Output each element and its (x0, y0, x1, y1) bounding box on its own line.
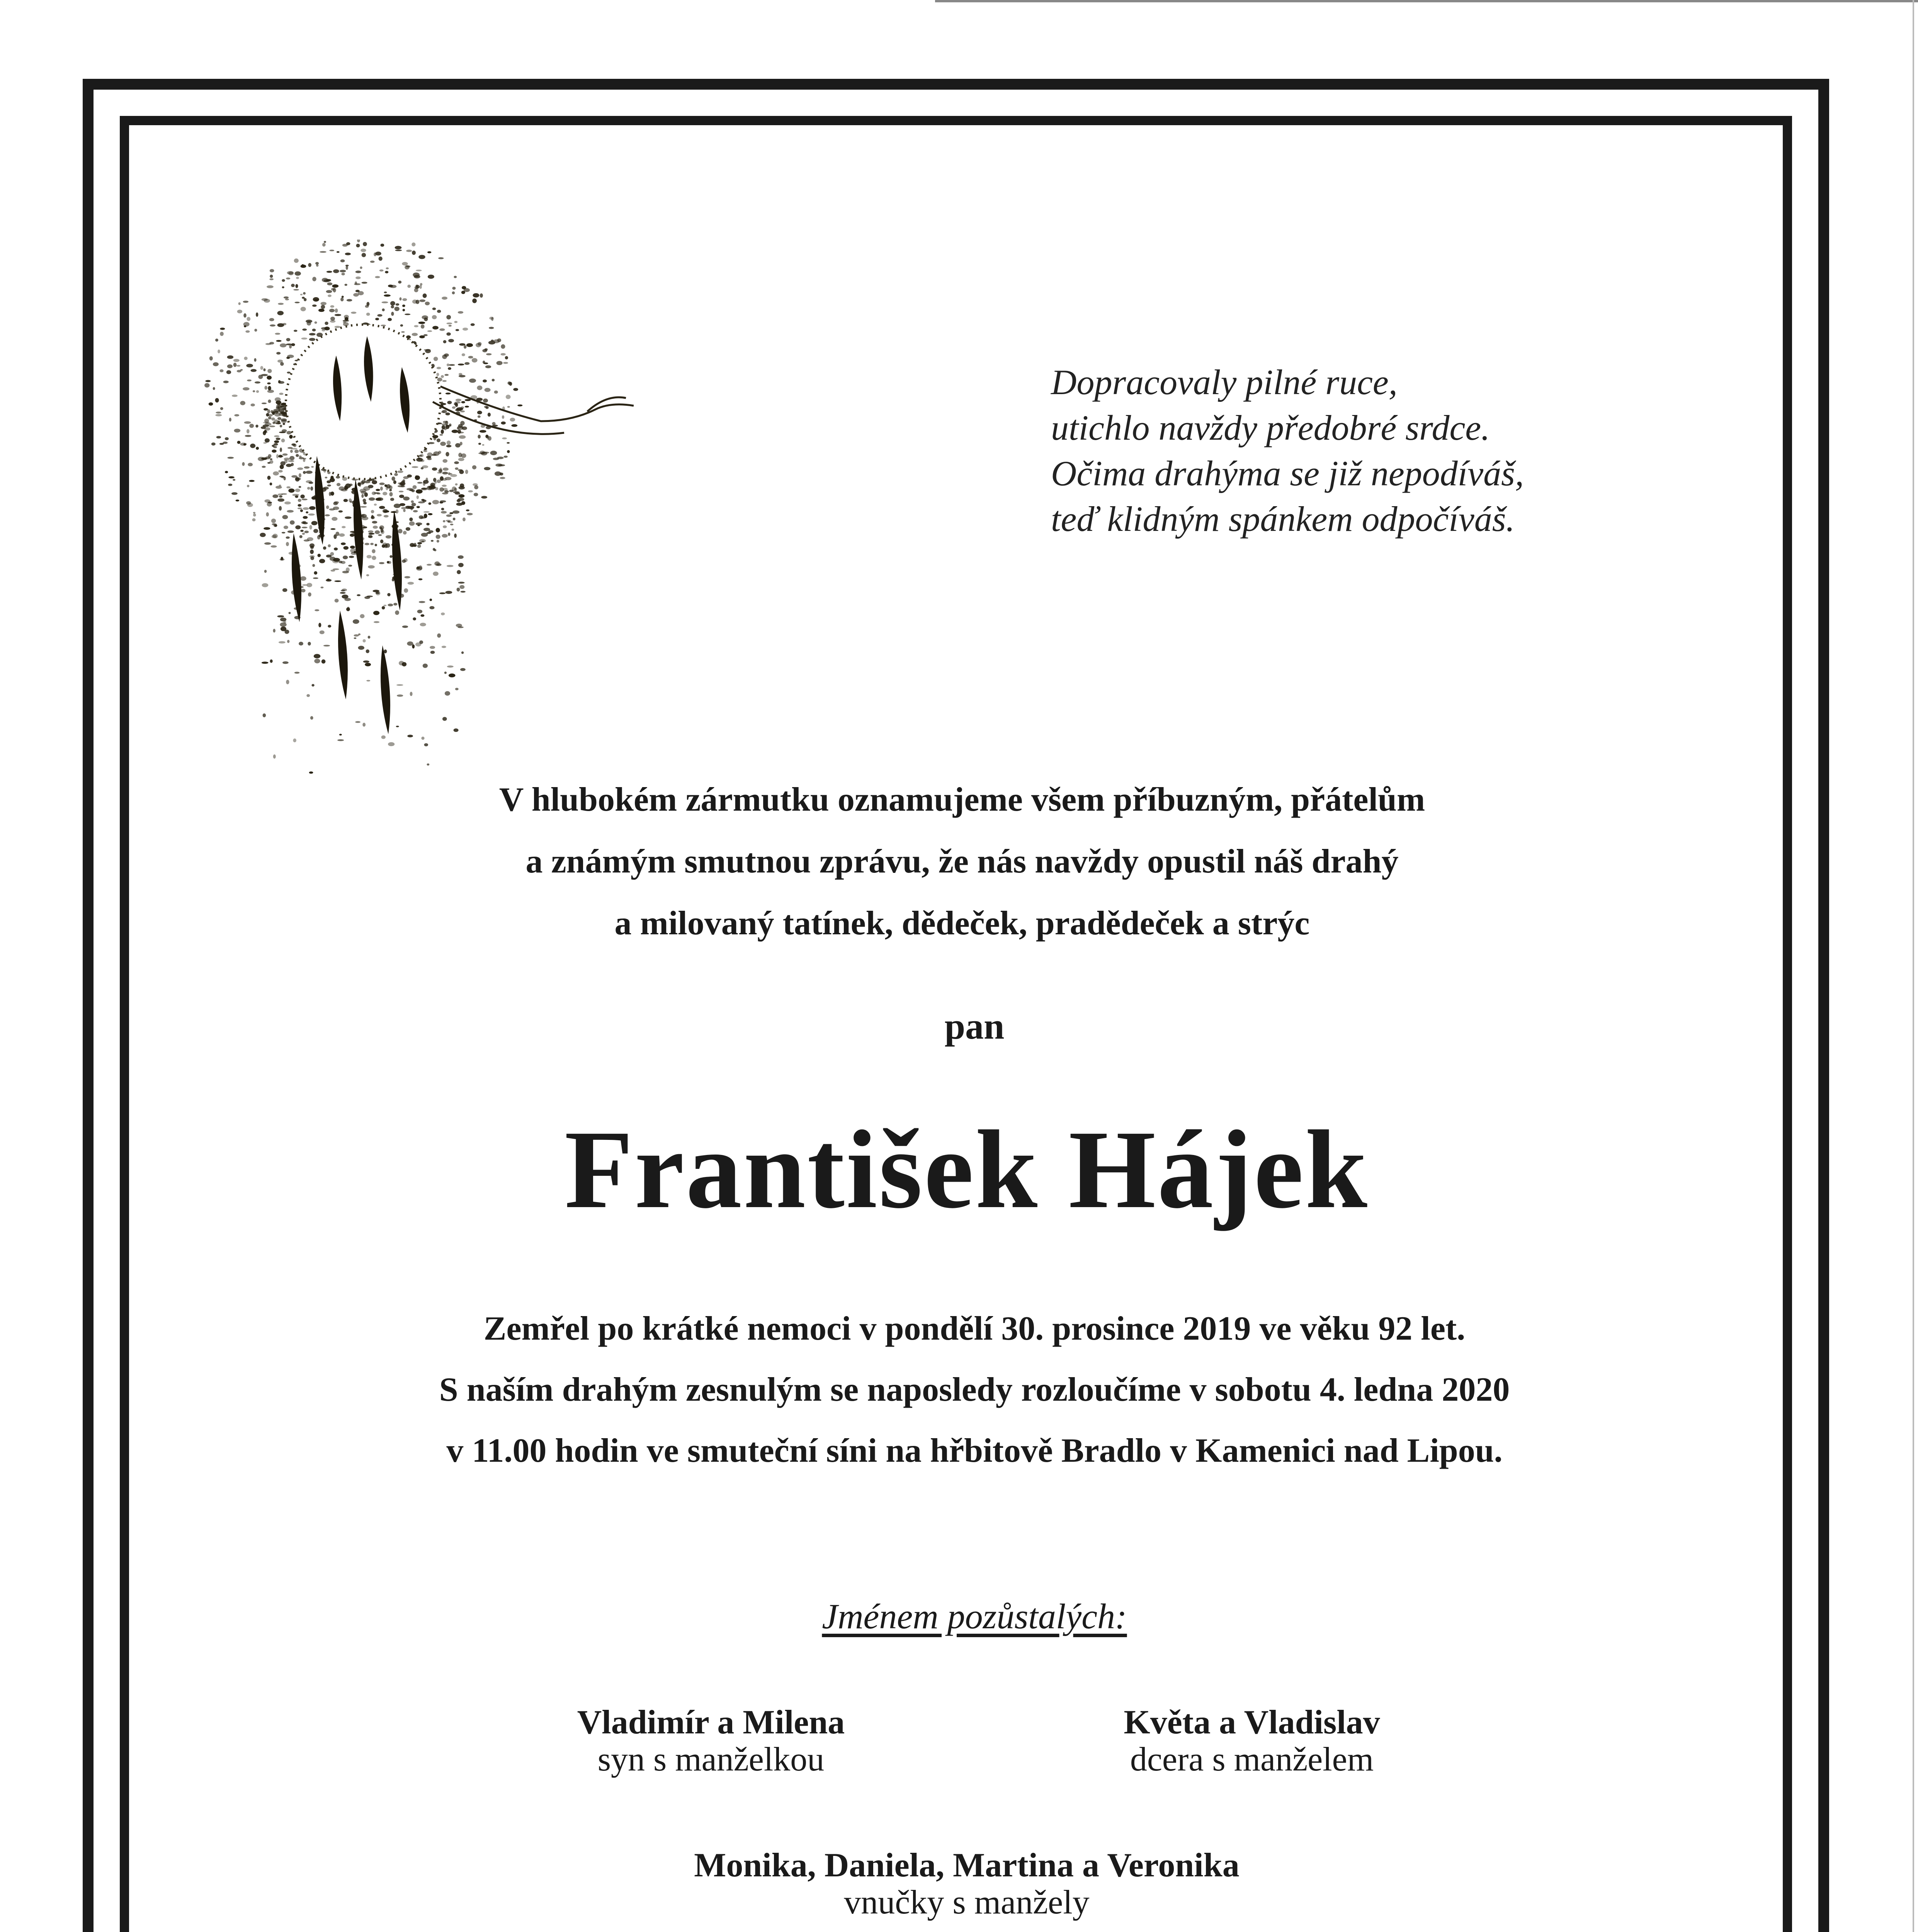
poem (1051, 359, 1631, 542)
mourner-son (525, 1704, 896, 1778)
poem-line: teď klidným spánkem odpočíváš. (1051, 499, 1515, 539)
scan-edge-line (935, 0, 1918, 2)
mourner-names: Monika, Daniela, Martina a Veronika (694, 1847, 1240, 1884)
mourner-names: Vladimír a Milena (577, 1704, 845, 1741)
on-behalf-heading: Jménem pozůstalých: (822, 1597, 1127, 1636)
title-word: pan (944, 1005, 1005, 1047)
funeral-details (15, 1298, 1918, 1481)
poem-line: Očima drahýma se již nepodíváš, (1051, 454, 1524, 493)
details-line: S naším drahým zesnulým se naposledy rozloučíme v sobotu 4. ledna 2020 (439, 1371, 1510, 1408)
details-line: v 11.00 hodin ve smuteční síni na hřbitově Bradlo v Kamenici nad Lipou. (446, 1432, 1503, 1469)
mourner-names: Květa a Vladislav (1124, 1704, 1380, 1741)
announcement-line: V hlubokém zármutku oznamujeme všem příbuzným, přátelům (499, 781, 1425, 818)
mourner-grandchildren (8, 1847, 1918, 1921)
announcement (131, 769, 1793, 954)
details-line: Zemřel po krátké nemoci v pondělí 30. prosince 2019 ve věku 92 let. (483, 1310, 1466, 1347)
mourner-relation: vnučky s manžely (844, 1884, 1090, 1921)
mourner-relation: syn s manželkou (597, 1741, 825, 1778)
mourner-daughter (1028, 1704, 1476, 1778)
poem-line: utichlo navždy předobré srdce. (1051, 408, 1490, 447)
scan-edge-line-right (1913, 0, 1914, 1932)
poem-line: Dopracovaly pilné ruce, (1051, 362, 1398, 402)
mourner-relation: dcera s manželem (1130, 1741, 1374, 1778)
deceased-name: František Hájek (565, 1107, 1369, 1231)
announcement-line: a milovaný tatínek, dědeček, pradědeček a strýc (614, 905, 1310, 942)
announcement-line: a známým smutnou zprávu, že nás navždy opustil náš drahý (525, 843, 1399, 880)
